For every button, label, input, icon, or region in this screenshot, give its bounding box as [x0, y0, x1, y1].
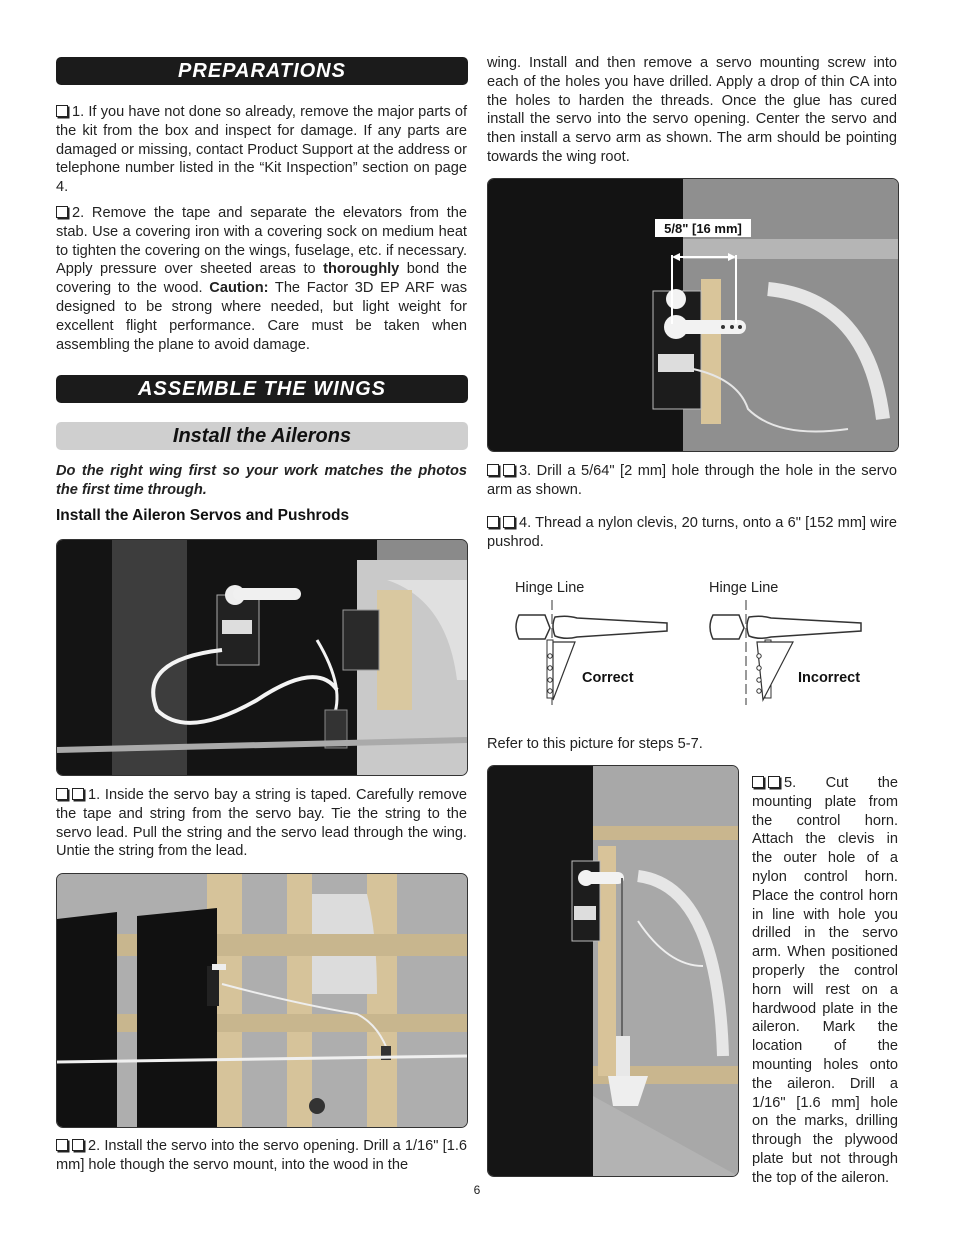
checkbox-icon[interactable]: [56, 1139, 68, 1151]
measure-label: 5/8" [16 mm]: [664, 221, 742, 236]
preparations-step-2-text-b: bond the covering to the wood.: [56, 261, 467, 297]
refer-note: [487, 735, 897, 754]
section-title-text: Install the Aileron Servos and Pushrods: [56, 507, 350, 524]
correct-hinge-diagram: [516, 600, 667, 705]
wings-step-1: [56, 786, 467, 861]
preparations-step-2: [56, 204, 467, 354]
right-continuation-text: wing. Install and then remove a servo mounting screw into each of the holes you have drilled. Apply a drop of thin CA into the holes to harden the threads. Once the glue has cured install the servo into the servo opening. Center the servo and then install a servo arm as shown. The arm should be pointing towards the wing root.: [487, 55, 897, 165]
checkbox-icon[interactable]: [487, 516, 499, 528]
preparations-step-2-bold-2: Caution:: [209, 280, 269, 297]
preparations-step-1: [56, 103, 467, 197]
checkbox-icon[interactable]: [56, 788, 68, 800]
assemble-wings-heading: [56, 375, 468, 403]
page-number: [467, 1183, 487, 1197]
incorrect-hinge-diagram: [710, 600, 861, 705]
wings-step-1-text: 1. Inside the servo bay a string is taped. Carefully remove the tape and string from the servo bay. Tie the string to the servo lead. Pull the string and the servo lead through the wing. Untie the string from the lead.: [56, 787, 467, 860]
hinge-line-diagram: [487, 570, 897, 710]
right-step-3-text: 3. Drill a 5/64" [2 mm] hole through the hole in the servo arm as shown.: [487, 463, 897, 498]
wings-intro-text: Do the right wing first so your work matches the photos the first time through.: [56, 463, 467, 498]
checkbox-icon[interactable]: [72, 788, 84, 800]
assemble-wings-heading-text: ASSEMBLE THE WINGS: [137, 378, 386, 400]
checkbox-icon[interactable]: [752, 776, 764, 788]
preparations-step-2-text-a: 2. Remove the tape and separate the elevators from the stab. Use a covering iron with a covering sock on medium heat to tighten the covering on the wings, fuselage, etc. if necessary. Apply pressure over sheeted areas to: [56, 205, 467, 278]
hinge-line-right-label: Hinge Line: [709, 580, 779, 596]
section-title: [56, 507, 467, 525]
right-continuation: [487, 54, 897, 167]
checkbox-icon[interactable]: [56, 105, 68, 117]
checkbox-icon[interactable]: [503, 516, 515, 528]
servo-arm-measure-photo: [487, 178, 899, 452]
right-step-4-text: 4. Thread a nylon clevis, 20 turns, onto a 6" [152 mm] wire pushrod.: [487, 515, 897, 550]
preparations-step-2-bold-1: thoroughly: [323, 261, 400, 278]
checkbox-icon[interactable]: [487, 464, 499, 476]
servo-in-bay-photo: [56, 539, 468, 776]
checkbox-icon[interactable]: [768, 776, 780, 788]
checkbox-icon[interactable]: [503, 464, 515, 476]
preparations-heading: [56, 57, 468, 85]
servo-through-wing-photo: [56, 873, 468, 1128]
incorrect-label: Incorrect: [798, 670, 861, 686]
correct-label: Correct: [582, 670, 634, 686]
wings-intro: [56, 462, 467, 500]
right-step-4: [487, 514, 897, 552]
install-ailerons-subheading: [56, 422, 468, 450]
wings-step-2-text: 2. Install the servo into the servo opening. Drill a 1/16" [1.6 mm] hole though the servo mount, into the wood in the: [56, 1138, 467, 1173]
right-step-5: [752, 774, 898, 1188]
preparations-heading-text: PREPARATIONS: [178, 60, 346, 82]
right-step-5-text: 5. Cut the mounting plate from the control horn. Attach the clevis in the outer hole of a nylon control horn. Place the control horn in line with hole you drilled in the servo arm. When positioned properly the control horn will rest on a hardwood plate in the aileron. Mark the location of the mounting holes onto the aileron. Drill a 1/16" [1.6 mm] hole on the marks, drilling through the plywood plate but not through the top of the aileron.: [752, 775, 898, 1186]
install-ailerons-subheading-text: Install the Ailerons: [172, 425, 352, 447]
wings-step-2: [56, 1137, 467, 1175]
right-step-3: [487, 462, 897, 500]
page-number-text: 6: [473, 1183, 481, 1197]
hinge-line-left-label: Hinge Line: [515, 580, 585, 596]
preparations-step-2-text-c: The Factor 3D EP ARF was designed to be strong where needed, but light weight for excellent flight performance. Care must be taken when assembling the plane to avoid damage.: [56, 280, 468, 353]
refer-note-text: Refer to this picture for steps 5-7.: [487, 736, 703, 752]
control-horn-photo: [487, 765, 739, 1177]
checkbox-icon[interactable]: [72, 1139, 84, 1151]
preparations-step-1-text: 1. If you have not done so already, remove the major parts of the kit from the box and inspect for damage. If any parts are damaged or missing, contact Product Support at the address or telephone number listed in the “Kit Inspection” section on page 4.: [56, 104, 467, 196]
checkbox-icon[interactable]: [56, 206, 68, 218]
